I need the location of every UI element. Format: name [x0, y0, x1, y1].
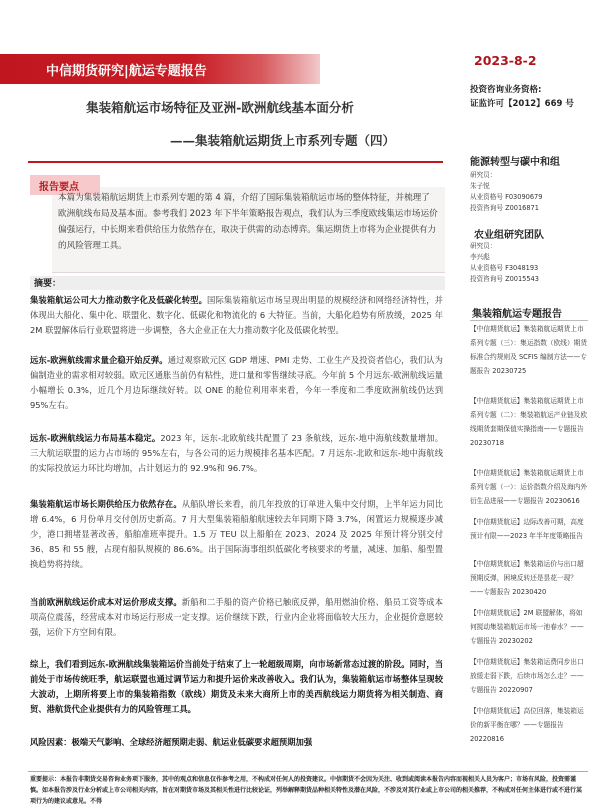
- paragraph-lead: 风险因素：: [30, 737, 72, 747]
- paragraph-supply: [30, 497, 443, 572]
- paragraph-body: 极端天气影响、全球经济超预期走弱、航运业低碳要求超预期加强: [71, 737, 313, 747]
- paragraph-lead: 集装箱航运公司大力推动数字化及低碳化转型。: [30, 295, 208, 305]
- related-report[interactable]: 【中信期货航运】集装箱运费同步出口放缓走弱下跌，后续市场怎么走？——专题报告 20220907: [470, 658, 584, 694]
- paragraph-demand: [30, 353, 443, 413]
- team1-role: 研究员：: [470, 171, 497, 179]
- team2-role: 研究员：: [470, 242, 497, 250]
- team2-members: [470, 241, 539, 285]
- footer-divider: [28, 771, 588, 772]
- related-report[interactable]: 【中信期货航运】高位回落，集装箱运价的新平衡在哪？——专题报告 20220816: [470, 707, 584, 743]
- team1-member-name: 朱子悦: [470, 182, 490, 190]
- paragraph-body: 从船队增长来看，前几年投放的订单进入集中交付期，上半年运力同比增 6.4%，6 月份单月交付创历史新高。7 月大型集装箱船舶航速较去年同期下降 3.7%，闲置运力规模逐步减少，港口拥堵显著改善，船舶准班率提升。1.5 万 TEU 以上船舶在 2023、2024 及 2025 年预计将分别交付 36、85 和 55 艘，占现有船队规模的 86.6%。出于国际海事组织低碳化考核要求的考量，减速、加船、船型置换趋势将持续。: [30, 499, 443, 569]
- paragraph-lead: 远东-欧洲航线运力布局基本稳定。: [30, 433, 161, 443]
- paragraph-lead: 集装箱航运市场长期供给压力依然存在。: [30, 499, 182, 509]
- paragraph-cost: [30, 595, 443, 640]
- team1-name: 能源转型与碳中和组: [470, 157, 560, 168]
- report-date: 2023-8-2: [474, 53, 537, 68]
- paragraph-risk: [30, 735, 443, 750]
- summary-label: 摘要：: [34, 279, 62, 289]
- paragraph-capacity: [30, 431, 443, 476]
- related-report[interactable]: 【中信期货航运】边际改善可期，高度预计有限——2023 年半年度策略报告: [470, 518, 584, 540]
- paragraph-body: 新船和二手船的资产价格已触底反弹，船用燃油价格、船员工资等成本项高位震荡，经营成本对市场运行形成一定支撑。运价继续下跌，行业内企业将面临较大压力，企业挺价意愿较强，运价下方空间有限。: [30, 597, 443, 637]
- series-divider: [470, 320, 588, 321]
- abstract-text: 本篇为集装箱航运期货上市系列专题的第 4 篇，介绍了国际集装箱航运市场的整体特征，并梳理了欧洲航线布局及基本面。参考我们 2023 年下半年策略报告观点，我们认为三季度欧线集运市场运价偏强运行，中长期来看供给压力依然存在，取决于供需的动态博弈。集运期货上市将为企业提供有力的风险管理工具。: [58, 193, 438, 251]
- qualification-label: 投资咨询业务资格:: [470, 85, 542, 95]
- paragraph-lead: 当前欧洲航线运价成本对运价形成支撑。: [30, 597, 182, 607]
- related-report[interactable]: 【中信期货航运】集装箱航运期货上市系列专题（三）：集运指数（欧线）期货标准合约规则及 SCFIS 编制方法——专题报告 20230725: [470, 325, 588, 375]
- license-number: 证监许可【2012】669 号: [470, 99, 574, 109]
- team2-name: 农业组研究团队: [474, 230, 544, 241]
- paragraph-conclusion: 综上，我们看到远东-欧洲航线集装箱运价当前处于结束了上一轮超级周期，向市场新常态过渡的阶段。同时，当前处于市场传统旺季，航运联盟也通过调节运力和提升运价来改善收入。我们认为，集装箱航运市场整体呈现较大波动，上期所将要上市的集装箱指数（欧线）期货及未来大商所上市的美西航线运力期货将为相关制造、商贸、港航货代企业提供有力的风险管理工具。: [30, 659, 443, 714]
- related-report[interactable]: 【中信期货航运】2M 联盟解体，将如何搅动集装箱航运市场一池春水？——专题报告 20230202: [470, 609, 584, 645]
- footer-disclaimer: 重要提示：本报告非期货交易咨询业务项下服务，其中的观点和信息仅作参考之用，不构成对任何人的投资建议。中信期货不会因为关注、收到或阅读本报告内容而视相关人员为客户；市场有风险，投资需谨慎。如本报告涉及行业分析或上市公司相关内容，旨在对期货市场及其相关性进行比较论证，列举解释期货品种相关特性及潜在风险，不涉及对其行业或上市公司的相关推荐，不构成对任何主体进行或不进行某项行为的建议或意见。不得: [30, 776, 583, 805]
- related-report[interactable]: 【中信期货航运】集装箱运价与出口超预期反弹，困境反转还是昙花一现？——专题报告 20230420: [470, 560, 584, 596]
- brand-title: 中信期货研究|航运专题报告: [46, 64, 207, 79]
- abstract-tag-label: 报告要点: [39, 182, 79, 193]
- summary-header: [30, 276, 445, 290]
- team2-member-license: 从业资格号 F3048193: [470, 264, 539, 272]
- team2-member-name: 李兴彪: [470, 253, 490, 261]
- report-title: 集装箱航运市场特征及亚洲-欧洲航线基本面分析: [86, 100, 354, 115]
- paragraph-body: 2023 年，远东-北欧航线共配置了 23 条航线，远东-地中海航线数量增加。三大航运联盟的运力占市场的 95%左右，与各公司的运力规模排名基本匹配。7 月远东-北欧和远东-地中海航线的实际投放运力环比均增加，占计划运力的 92.9%和 96.7%。: [30, 433, 444, 473]
- team1-member-license: 从业资格号 F03090679: [470, 193, 543, 201]
- title-divider: [28, 161, 443, 163]
- paragraph-digital: [30, 293, 443, 338]
- related-report[interactable]: 【中信期货航运】集装箱航运期货上市系列专题（二）：集装箱航运产业链及欧线期货套期保值实操指南——专题报告 20230718: [470, 397, 588, 447]
- paragraph-lead: 远东-欧洲航线需求量企稳开始反弹。: [30, 355, 168, 365]
- team1-member-advisor: 投资咨询号 Z0016871: [470, 204, 539, 212]
- qualification-block: [470, 83, 574, 111]
- paragraph-body: 国际集装箱航运市场呈现出明显的规模经济和网络经济特性，并体现出大船化、集中化、联盟化、数字化、低碳化和物流化的 6 大特征。当前，大船化趋势有所放缓，2025 年 2M 联盟解体后行业联盟将进一步调整，各大企业正在大力推动数字化及低碳化转型。: [30, 295, 443, 335]
- report-subtitle: ——集装箱航运期货上市系列专题（四）: [170, 133, 396, 148]
- team2-member-advisor: 投资咨询号 Z0015543: [470, 275, 539, 283]
- paragraph-body: 通过观察欧元区 GDP 增速、PMI 走势、工业生产及投资者信心，我们认为偏制造业的需求相对较弱。欧元区通胀当前仍有粘性，进口量和零售继续寻底。今年前 5 个月远东-欧洲航线运量小幅增长 0.3%，近几个月边际继续好转。以 ONE 的舱位利用率来看，今年一季度和二季度欧洲航线仍达到 95%左右。: [30, 355, 443, 410]
- header-banner: [0, 54, 320, 84]
- series-title: 集装箱航运专题报告: [472, 309, 562, 320]
- team1-members: [470, 170, 542, 214]
- related-report[interactable]: 【中信期货航运】集装箱航运期货上市系列专题（一）：运价指数介绍及海内外衍生品进展——专题报告 20230616: [470, 469, 588, 505]
